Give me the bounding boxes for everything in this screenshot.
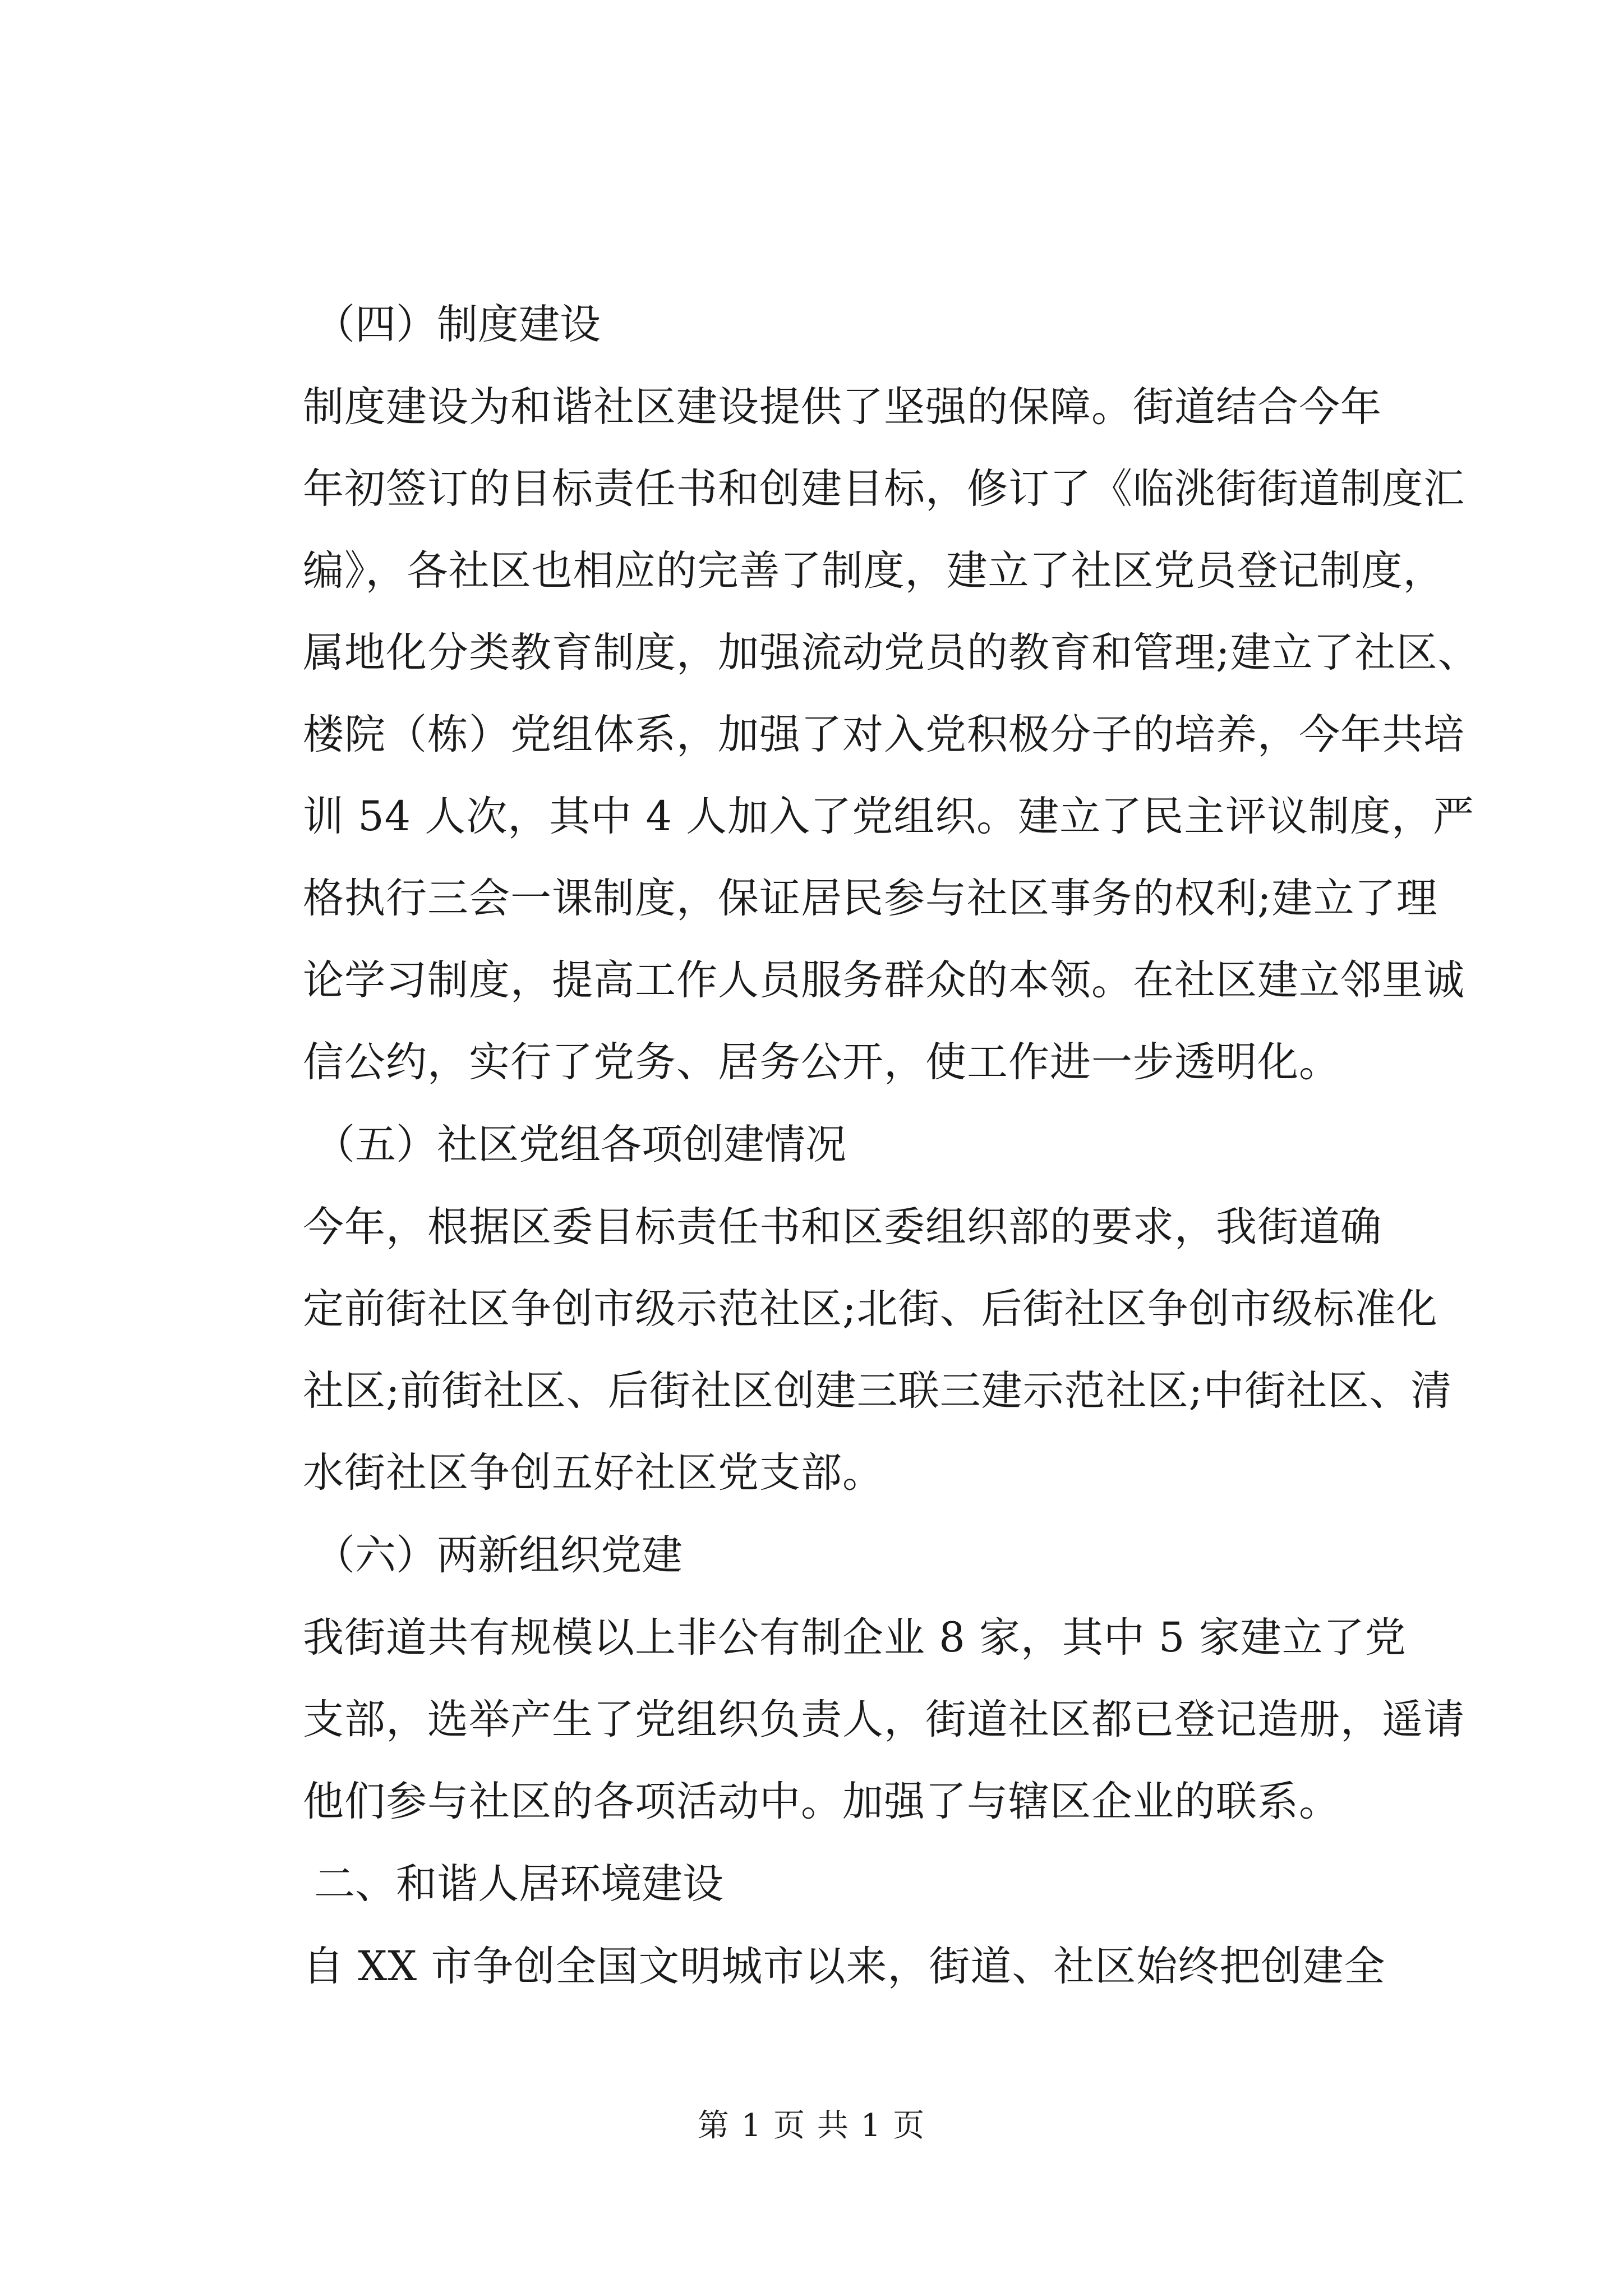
paragraph-line: 年初签订的目标责任书和创建目标，修订了《临洮街街道制度汇	[303, 465, 1465, 513]
paragraph-line: 自 XX 市争创全国文明城市以来，街道、社区始终把创建全	[303, 1943, 1386, 1990]
paragraph-line: 论学习制度，提高工作人员服务群众的本领。在社区建立邻里诚	[303, 956, 1465, 1004]
paragraph	[303, 1186, 1453, 1514]
paragraph-line: 社区;前街社区、后街社区创建三联三建示范社区;中街社区、清	[303, 1367, 1453, 1415]
section-heading: （四）制度建设	[314, 301, 601, 348]
paragraph-line: 支部，选举产生了党组织负责人，街道社区都已登记造册，遥请	[303, 1696, 1465, 1743]
section-heading: 二、和谐人居环境建设	[314, 1860, 723, 1908]
paragraph	[303, 1926, 1419, 2008]
paragraph-line: 水街社区争创五好社区党支部。	[303, 1449, 884, 1497]
paragraph-line: 信公约，实行了党务、居务公开，使工作进一步透明化。	[303, 1038, 1340, 1086]
paragraph	[303, 1597, 1465, 1843]
section-heading: （五）社区党组各项创建情况	[314, 1121, 846, 1168]
paragraph-line: 属地化分类教育制度，加强流动党员的教育和管理;建立了社区、	[303, 629, 1479, 677]
paragraph-line: 编》，各社区也相应的完善了制度，建立了社区党员登记制度，	[303, 547, 1445, 595]
paragraph-line: 格执行三会一课制度，保证居民参与社区事务的权利;建立了理	[303, 875, 1438, 922]
paragraph	[303, 366, 1479, 1103]
paragraph-line: 制度建设为和谐社区建设提供了坚强的保障。街道结合今年	[303, 383, 1382, 431]
paragraph-line: 我街道共有规模以上非公有制企业 8 家，其中 5 家建立了党	[303, 1614, 1407, 1662]
paragraph-line: 定前街社区争创市级示范社区;北街、后街社区争创市级标准化	[303, 1285, 1438, 1333]
paragraph-line: 今年，根据区委目标责任书和区委组织部的要求，我街道确	[303, 1203, 1382, 1251]
paragraph-line: 他们参与社区的各项活动中。加强了与辖区企业的联系。	[303, 1778, 1340, 1825]
paragraph-line: 训 54 人次，其中 4 人加入了党组织。建立了民主评议制度，严	[303, 793, 1475, 840]
paragraph-line: 楼院（栋）党组体系，加强了对入党积极分子的培养，今年共培	[303, 711, 1465, 758]
section-heading: （六）两新组织党建	[314, 1531, 683, 1579]
document-body	[303, 283, 1479, 2008]
page-footer: 第 1 页 共 1 页	[697, 2108, 926, 2144]
